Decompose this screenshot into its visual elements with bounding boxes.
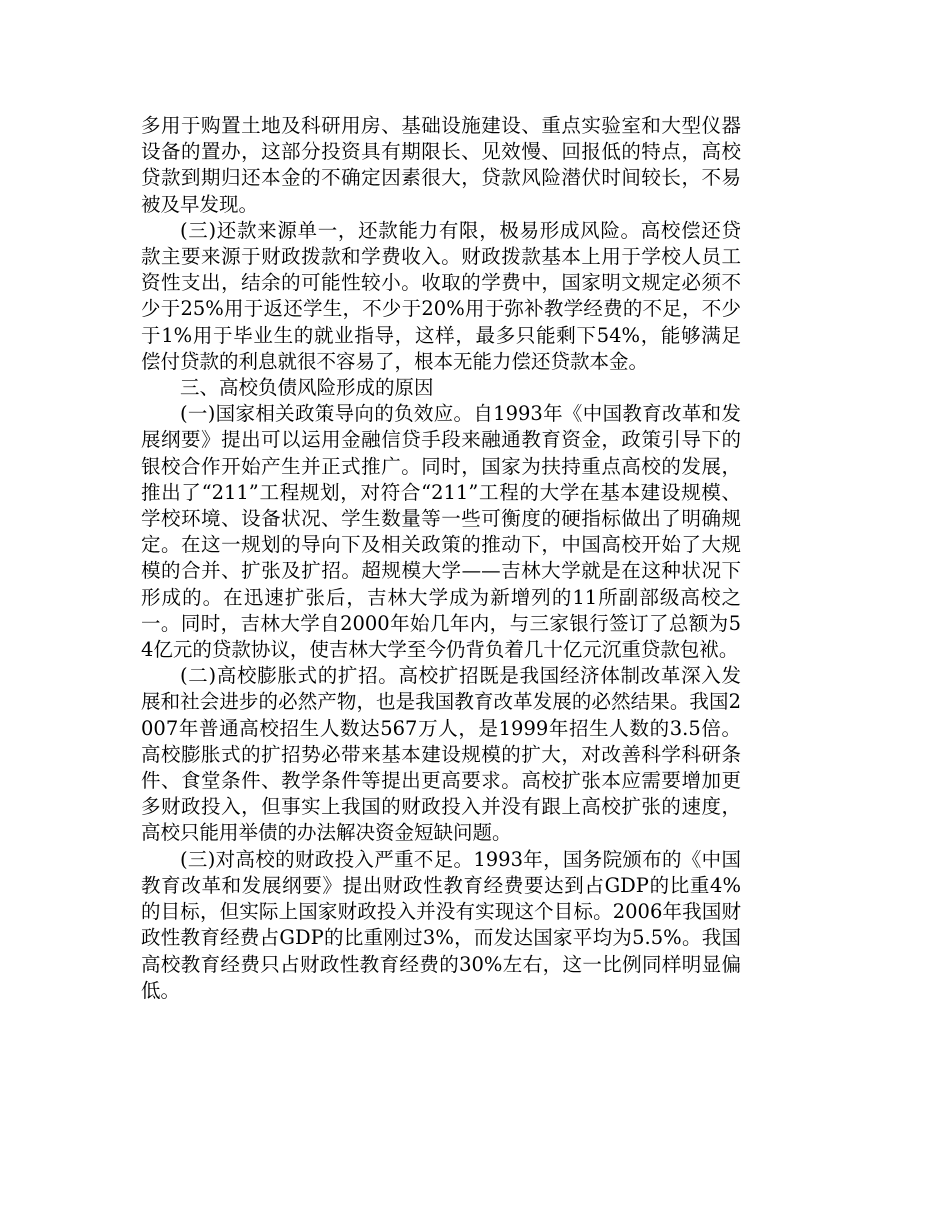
- paragraph-policy-effect: (一)国家相关政策导向的负效应。自1993年《中国教育改革和发展纲要》提出可以运用金融信贷手段来融通教育资金，政策引导下的银校合作开始产生并正式推广。同时，国家为扶持重点高校的发展，推出了“211”工程规划，对符合“211”工程的大学在基本建设规模、学校环境、设备状况、学生数量等一些可衡度的硬指标做出了明确规定。在这一规划的导向下及相关政策的推动下，中国高校开始了大规模的合并、扩张及扩招。超规模大学——吉林大学就是在这种状况下形成的。在迅速扩张后，吉林大学成为新增列的11所副部级高校之一。同时，吉林大学自2000年始几年内，与三家银行签订了总额为54亿元的贷款协议，使吉林大学至今仍背负着几十亿元沉重贷款包袱。: [141, 402, 741, 662]
- section-heading-causes: 三、高校负债风险形成的原因: [180, 376, 434, 400]
- paragraph-enrollment-expansion: (二)高校膨胀式的扩招。高校扩招既是我国经济体制改革深入发展和社会进步的必然产物，也是我国教育改革发展的必然结果。我国2007年普通高校招生人数达567万人，是1999年招生人数的3.5倍。高校膨胀式的扩招势必带来基本建设规模的扩大，对改善科学科研条件、食堂条件、教学条件等提出更高要求。高校扩张本应需要增加更多财政投入，但事实上我国的财政投入并没有跟上高校扩张的速度，高校只能用举债的办法解决资金短缺问题。: [141, 664, 741, 845]
- paragraph-loan-usage: 多用于购置土地及科研用房、基础设施建设、重点实验室和大型仪器设备的置办，这部分投资具有期限长、见效慢、回报低的特点，高校贷款到期归还本金的不确定因素很大，贷款风险潜伏时间较长，不易被及早发现。: [141, 114, 741, 216]
- document-body: [141, 113, 741, 1004]
- paragraph-repayment-source: (三)还款来源单一，还款能力有限，极易形成风险。高校偿还贷款主要来源于财政拨款和学费收入。财政拨款基本上用于学校人员工资性支出，结余的可能性较小。收取的学费中，国家明文规定必须不少于25%用于返还学生，不少于20%用于弥补教学经费的不足，不少于1%用于毕业生的就业指导，这样，最多只能剩下54%，能够满足偿付贷款的利息就很不容易了，根本无能力偿还贷款本金。: [141, 218, 741, 373]
- paragraph-fiscal-investment: (三)对高校的财政投入严重不足。1993年，国务院颁布的《中国教育改革和发展纲要》提出财政性教育经费要达到占GDP的比重4%的目标，但实际上国家财政投入并没有实现这个目标。2006年我国财政性教育经费占GDP的比重刚过3%，而发达国家平均为5.5%。我国高校教育经费只占财政性教育经费的30%左右，这一比例同样明显偏低。: [141, 847, 741, 1002]
